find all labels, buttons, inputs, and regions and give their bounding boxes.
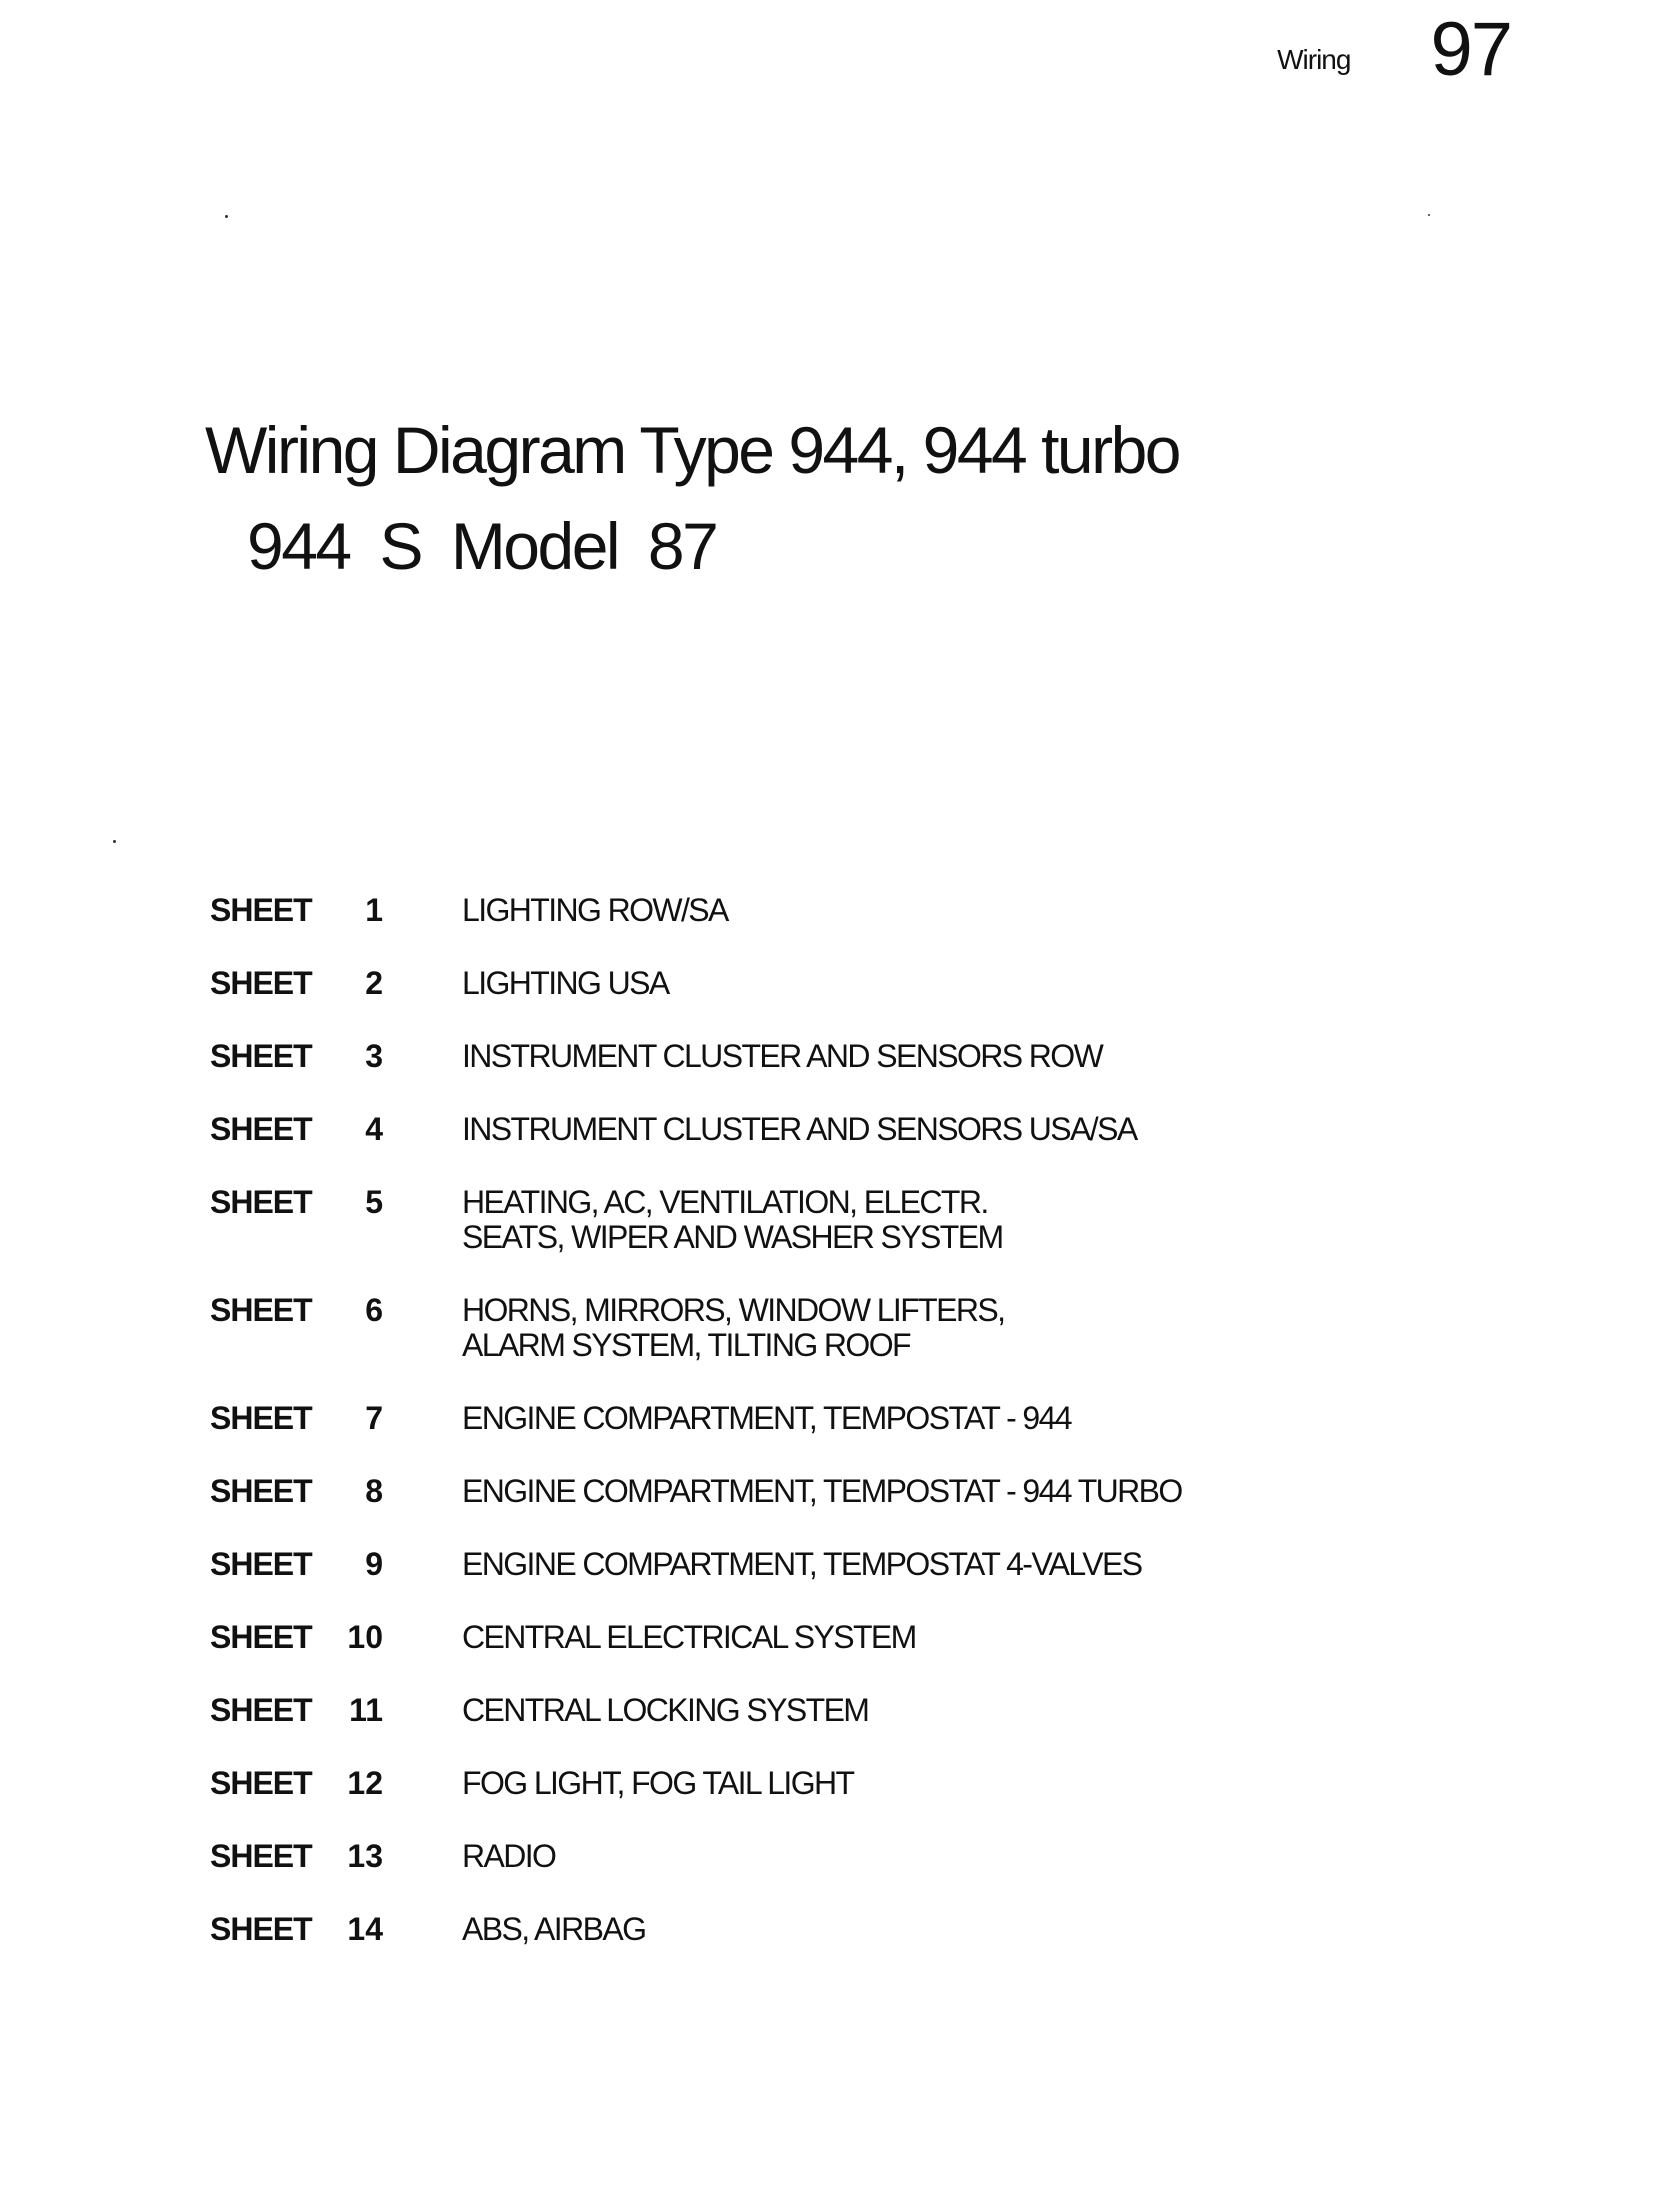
scan-speck bbox=[225, 215, 228, 218]
sheet-row bbox=[210, 1839, 1182, 1874]
sheet-description-line: ENGINE COMPARTMENT, TEMPOSTAT - 944 TURBO bbox=[462, 1473, 1182, 1509]
sheet-row bbox=[210, 1293, 1182, 1363]
sheet-label: SHEET bbox=[210, 1619, 312, 1655]
sheet-number: 14 bbox=[347, 1911, 383, 1947]
sheet-row bbox=[210, 1620, 1182, 1655]
sheet-label: SHEET bbox=[210, 1111, 312, 1147]
sheet-description bbox=[462, 893, 1182, 928]
sheet-number: 13 bbox=[347, 1838, 383, 1874]
sheet-row bbox=[210, 1112, 1182, 1147]
section-name: Wiring bbox=[1277, 44, 1351, 75]
sheet-number: 12 bbox=[347, 1765, 383, 1801]
sheet-description bbox=[462, 1912, 1182, 1947]
sheet-label: SHEET bbox=[210, 1400, 312, 1436]
sheet-row bbox=[210, 1766, 1182, 1801]
sheet-number: 6 bbox=[365, 1292, 383, 1328]
sheet-description-line: INSTRUMENT CLUSTER AND SENSORS USA/SA bbox=[462, 1111, 1137, 1147]
sheet-description-line: ALARM SYSTEM, TILTING ROOF bbox=[462, 1327, 910, 1363]
sheet-label: SHEET bbox=[210, 1838, 312, 1874]
sheet-description-line: CENTRAL LOCKING SYSTEM bbox=[462, 1692, 869, 1728]
sheet-row bbox=[210, 1401, 1182, 1436]
sheet-label: SHEET bbox=[210, 1546, 312, 1582]
sheet-label: SHEET bbox=[210, 1184, 312, 1220]
sheet-number: 3 bbox=[365, 1038, 383, 1074]
title-line-2: 944 S Model 87 bbox=[247, 509, 717, 583]
sheet-label: SHEET bbox=[210, 1292, 312, 1328]
page-number: 97 bbox=[1430, 7, 1511, 92]
sheet-row bbox=[210, 1547, 1182, 1582]
sheet-row bbox=[210, 1039, 1182, 1074]
sheet-label: SHEET bbox=[210, 965, 312, 1001]
sheet-number: 2 bbox=[365, 965, 383, 1001]
sheet-row bbox=[210, 1693, 1182, 1728]
sheet-label: SHEET bbox=[210, 1038, 312, 1074]
sheet-row bbox=[210, 1185, 1182, 1255]
sheet-number: 4 bbox=[365, 1111, 383, 1147]
sheet-description bbox=[462, 1401, 1182, 1436]
sheet-label: SHEET bbox=[210, 1692, 312, 1728]
sheet-number: 11 bbox=[349, 1692, 383, 1728]
sheet-description-line: HEATING, AC, VENTILATION, ELECTR. bbox=[462, 1184, 988, 1220]
sheet-description bbox=[462, 1293, 1182, 1363]
sheet-description-line: ENGINE COMPARTMENT, TEMPOSTAT - 944 bbox=[462, 1400, 1072, 1436]
sheet-description bbox=[462, 1766, 1182, 1801]
sheet-description-line: CENTRAL ELECTRICAL SYSTEM bbox=[462, 1619, 916, 1655]
document-title bbox=[205, 402, 1179, 594]
sheet-description-line: INSTRUMENT CLUSTER AND SENSORS ROW bbox=[462, 1038, 1103, 1074]
sheet-number: 5 bbox=[365, 1184, 383, 1220]
sheet-row bbox=[210, 893, 1182, 928]
sheet-number: 8 bbox=[365, 1473, 383, 1509]
sheet-row bbox=[210, 966, 1182, 1001]
sheet-description bbox=[462, 1547, 1182, 1582]
title-line-1: Wiring Diagram Type 944, 944 turbo bbox=[205, 413, 1179, 487]
sheet-row bbox=[210, 1474, 1182, 1509]
sheet-label: SHEET bbox=[210, 1911, 312, 1947]
sheet-description-line: FOG LIGHT, FOG TAIL LIGHT bbox=[462, 1765, 854, 1801]
scan-speck bbox=[1428, 214, 1430, 216]
scan-speck bbox=[113, 840, 116, 843]
sheet-index bbox=[210, 893, 1182, 1985]
sheet-label: SHEET bbox=[210, 1765, 312, 1801]
sheet-row bbox=[210, 1912, 1182, 1947]
sheet-description-line: RADIO bbox=[462, 1838, 556, 1874]
sheet-description bbox=[462, 1039, 1182, 1074]
sheet-description bbox=[462, 966, 1182, 1001]
sheet-description-line: ENGINE COMPARTMENT, TEMPOSTAT 4-VALVES bbox=[462, 1546, 1142, 1582]
sheet-number: 7 bbox=[365, 1400, 383, 1436]
sheet-description-line: ABS, AIRBAG bbox=[462, 1911, 646, 1947]
sheet-description bbox=[462, 1474, 1182, 1509]
page-header bbox=[1277, 7, 1511, 92]
sheet-label: SHEET bbox=[210, 1473, 312, 1509]
sheet-description-line: SEATS, WIPER AND WASHER SYSTEM bbox=[462, 1219, 1003, 1255]
sheet-description bbox=[462, 1620, 1182, 1655]
sheet-description-line: LIGHTING USA bbox=[462, 965, 669, 1001]
sheet-description-line: HORNS, MIRRORS, WINDOW LIFTERS, bbox=[462, 1292, 1005, 1328]
sheet-description bbox=[462, 1693, 1182, 1728]
sheet-description bbox=[462, 1112, 1182, 1147]
sheet-number: 10 bbox=[347, 1619, 383, 1655]
sheet-number: 9 bbox=[365, 1546, 383, 1582]
sheet-description-line: LIGHTING ROW/SA bbox=[462, 892, 728, 928]
sheet-number: 1 bbox=[365, 892, 383, 928]
sheet-description bbox=[462, 1839, 1182, 1874]
sheet-description bbox=[462, 1185, 1182, 1255]
sheet-label: SHEET bbox=[210, 892, 312, 928]
